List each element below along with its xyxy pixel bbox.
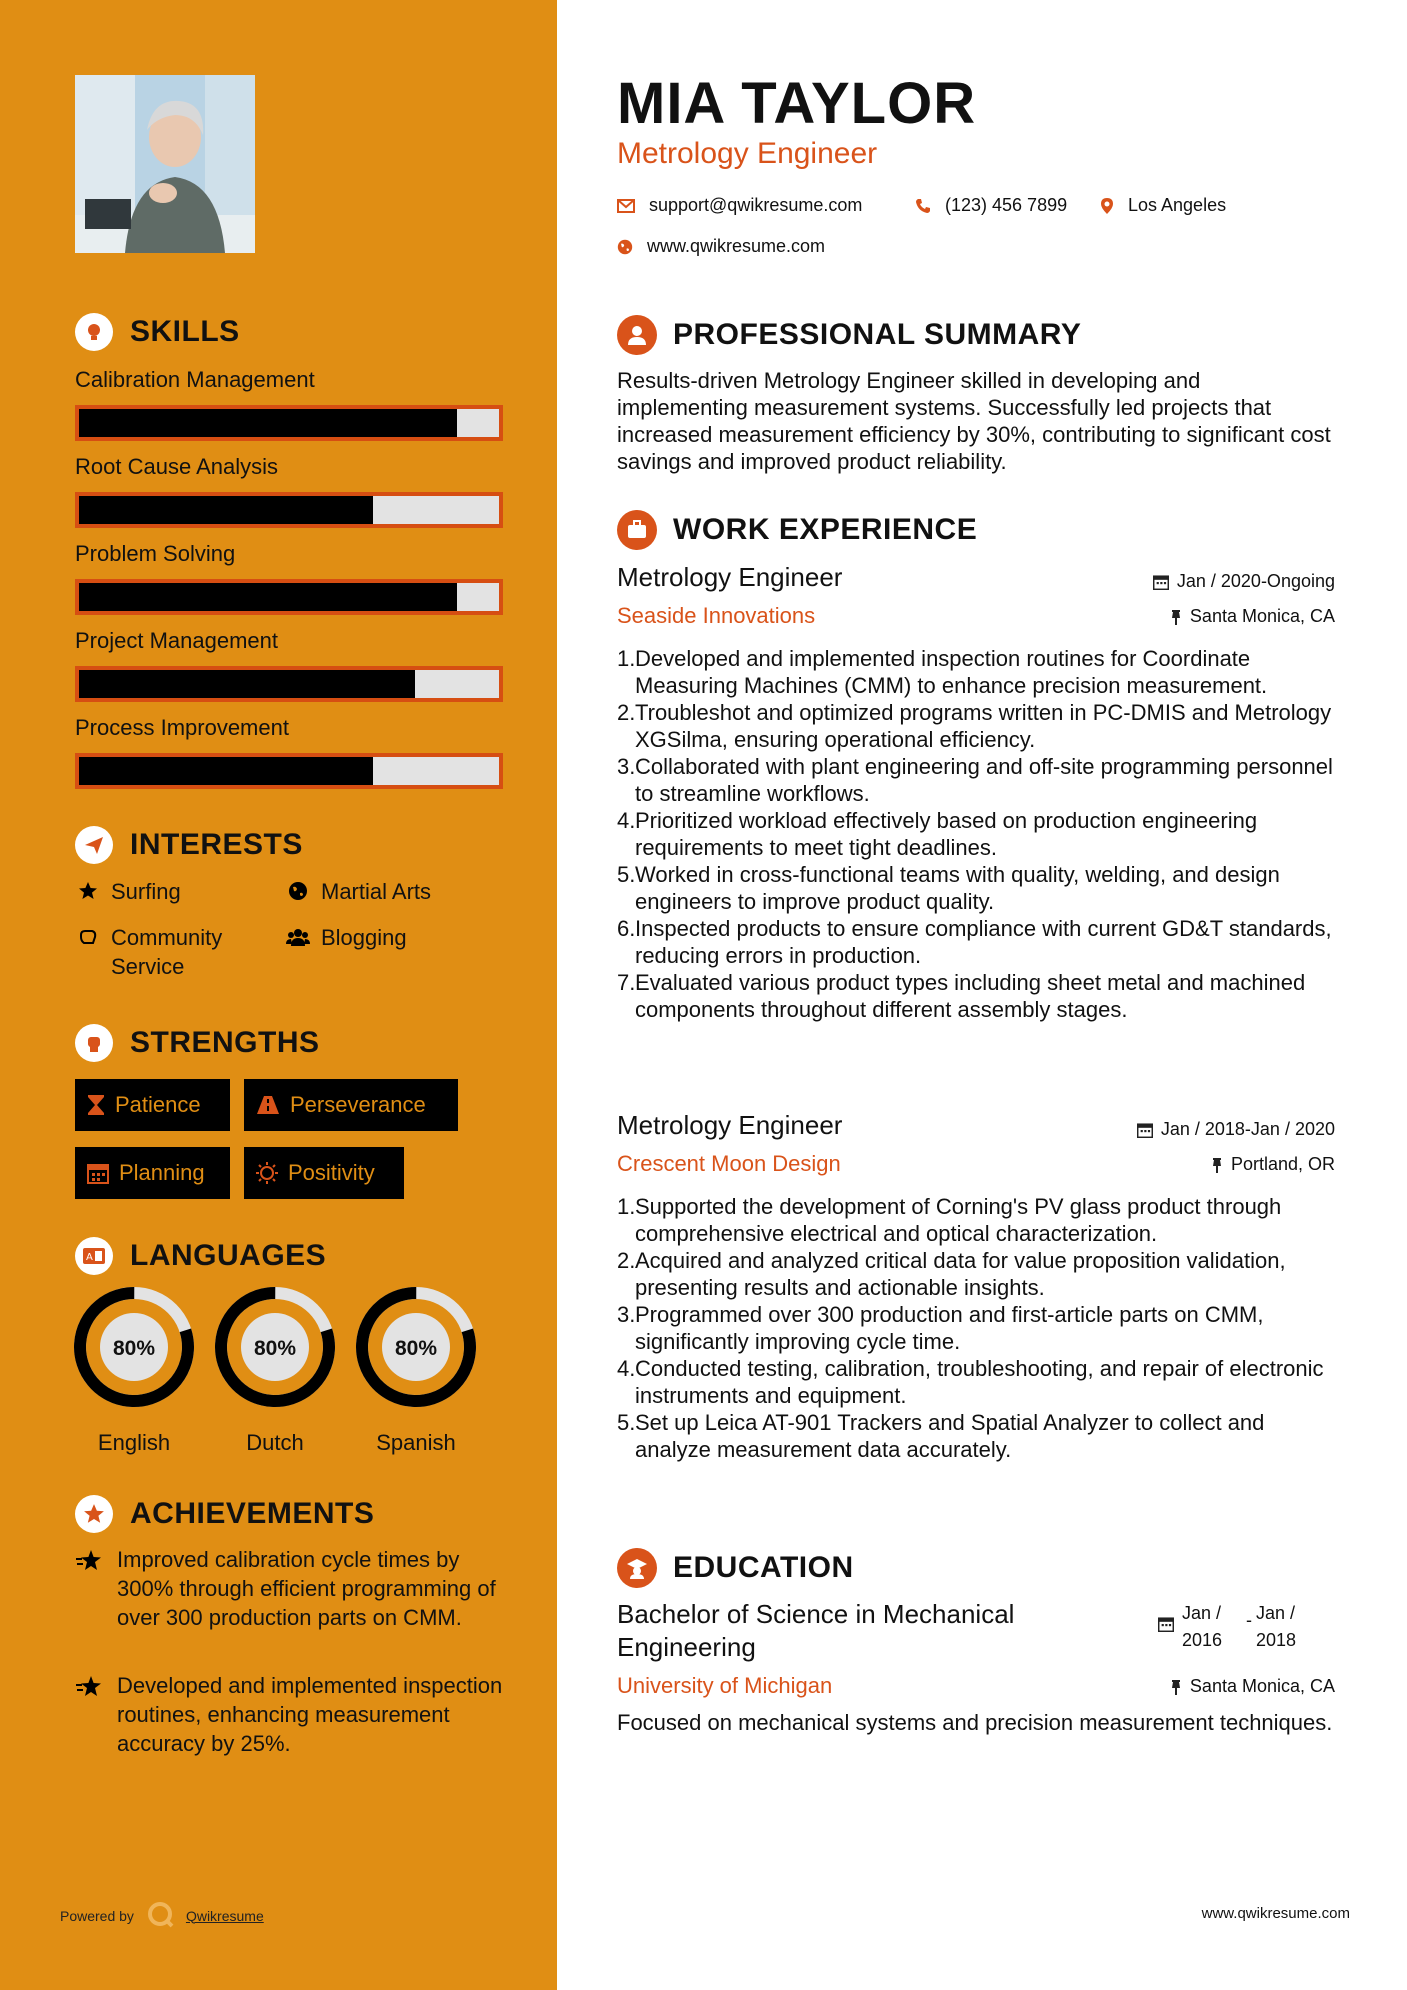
- language-item: [213, 1285, 337, 1456]
- language-name: Dutch: [246, 1430, 304, 1455]
- road-icon: [256, 1095, 280, 1115]
- user-icon: [617, 315, 657, 355]
- skill-item: [75, 539, 503, 615]
- interest-item: [75, 877, 181, 906]
- star-badge-icon: [75, 1495, 113, 1533]
- job-bullet: 4. Prioritized workload effectively based on production engineering requirements to meet tight deadlines.: [617, 808, 1258, 860]
- date-separator: -: [1246, 1610, 1252, 1630]
- strength-label: Positivity: [288, 1160, 375, 1185]
- strength-tag: [75, 1147, 230, 1199]
- candidate-title: Metrology Engineer: [617, 137, 878, 170]
- location-text: Los Angeles: [1128, 195, 1227, 215]
- education-title: EDUCATION: [673, 1551, 854, 1584]
- job-company: Crescent Moon Design: [617, 1151, 841, 1176]
- skill-item: [75, 365, 503, 441]
- star-icon: [75, 1671, 105, 1704]
- language-percent: 80%: [253, 1337, 297, 1360]
- map-pin-icon: [1100, 197, 1114, 215]
- sidebar: [0, 0, 557, 1990]
- interest-item: [285, 877, 431, 906]
- strengths-title: STRENGTHS: [130, 1026, 320, 1059]
- summary-text: Results-driven Metrology Engineer skilled in developing and implementing measurement systems. Successfully led projects that increased measurement efficiency by 30%, contributing to significant cost savings and improved product reliability.: [617, 368, 1331, 474]
- job-bullet: 7. Evaluated various product types including sheet metal and machined components throughout different assembly stages.: [617, 970, 1306, 1022]
- education-description: Focused on mechanical systems and precision measurement techniques.: [617, 1710, 1333, 1735]
- job-company: Seaside Innovations: [617, 603, 816, 628]
- skill-bar-fill: [79, 757, 373, 785]
- language-ring: [72, 1285, 196, 1409]
- language-percent: 80%: [112, 1337, 156, 1360]
- phone-icon: [915, 198, 931, 214]
- fist-icon: [75, 1024, 113, 1062]
- graduate-icon: [617, 1548, 657, 1588]
- achievement-text: Developed and implemented inspection routines, enhancing measurement accuracy by 25%.: [117, 1673, 503, 1756]
- job-bullet: 3. Programmed over 300 production and first-article parts on CMM, significantly improving cycle time.: [617, 1302, 1264, 1354]
- calendar-icon: [1137, 1122, 1153, 1138]
- education-start: Jan / 2016: [1182, 1603, 1223, 1650]
- qwikresume-link[interactable]: Qwikresume: [185, 1907, 264, 1924]
- paper-plane-icon: [75, 826, 113, 864]
- contact-location: [1100, 195, 1226, 216]
- strength-tag: [244, 1079, 458, 1131]
- skill-label: Calibration Management: [75, 367, 315, 392]
- envelope-icon: [617, 199, 635, 213]
- job-bullet: 5. Set up Leica AT-901 Trackers and Spatial Analyzer to collect and analyze measurement data accurately.: [617, 1410, 1265, 1462]
- language-ring: [354, 1285, 478, 1409]
- job-dates: [1137, 1119, 1335, 1140]
- interest-label: Community Service: [111, 925, 223, 979]
- skill-bar: [75, 753, 503, 789]
- calendar-icon: [1153, 574, 1169, 590]
- skill-label: Root Cause Analysis: [75, 454, 278, 479]
- language-name: English: [97, 1430, 171, 1455]
- languages-title: LANGUAGES: [130, 1239, 327, 1272]
- users-icon: [285, 923, 311, 947]
- hand-icon: [75, 923, 101, 947]
- interest-label: Martial Arts: [321, 879, 432, 904]
- job-location-text: Portland, OR: [1230, 1154, 1335, 1174]
- skill-bar: [75, 405, 503, 441]
- interest-item: [285, 923, 407, 952]
- strength-tag: [244, 1147, 404, 1199]
- job-dates: [1153, 571, 1335, 592]
- achievement-item: [75, 1545, 515, 1632]
- job-dates-text: Jan / 2018-Jan / 2020: [1160, 1119, 1335, 1139]
- job-bullet: 1. Developed and implemented inspection routines for Coordinate Measuring Machines (CMM) to enhance precision measurement.: [617, 646, 1268, 698]
- languages-header: [75, 1237, 326, 1275]
- summary-header: [617, 315, 1081, 355]
- star-icon: [75, 877, 101, 901]
- language-item: [354, 1285, 478, 1456]
- degree: Bachelor of Science in Mechanical Engineering: [617, 1599, 1015, 1662]
- skill-label: Process Improvement: [75, 715, 289, 740]
- job-bullet: 2. Troubleshot and optimized programs written in PC-DMIS and Metrology XGSilma, ensuring operational efficiency.: [617, 700, 1332, 752]
- strength-tag: [75, 1079, 230, 1131]
- contact-email[interactable]: [617, 195, 862, 216]
- strength-label: Perseverance: [290, 1092, 426, 1117]
- achievements-title: ACHIEVEMENTS: [130, 1497, 375, 1530]
- job-dates-text: Jan / 2020-Ongoing: [1176, 571, 1335, 591]
- school: University of Michigan: [617, 1673, 833, 1698]
- job-location: [1211, 1154, 1335, 1175]
- interest-item: [75, 923, 265, 981]
- svg-text:A: A: [86, 1252, 93, 1263]
- skill-bar-fill: [79, 496, 373, 524]
- interests-header: [75, 826, 303, 864]
- education-header: [617, 1548, 854, 1588]
- website-text: www.qwikresume.com: [647, 236, 826, 256]
- education-dates: [1158, 1600, 1316, 1654]
- strength-label: Planning: [119, 1160, 205, 1185]
- skill-bar: [75, 492, 503, 528]
- job-bullet: 5. Worked in cross-functional teams with quality, welding, and design engineers to improve product quality.: [617, 862, 1280, 914]
- experience-title: WORK EXPERIENCE: [673, 513, 978, 546]
- calendar-icon: [1158, 1600, 1174, 1632]
- skill-bar: [75, 666, 503, 702]
- qwikresume-logo-icon: [146, 1900, 174, 1931]
- contact-website[interactable]: [617, 236, 825, 257]
- achievement-text: Improved calibration cycle times by 300% through efficient programming of over 300 production parts on CMM.: [117, 1547, 496, 1630]
- interest-label: Blogging: [321, 925, 407, 950]
- pushpin-icon: [1211, 1157, 1223, 1173]
- job-location-text: Santa Monica, CA: [1189, 606, 1335, 626]
- candidate-name: MIA TAYLOR: [617, 71, 977, 136]
- job-bullets: [617, 1193, 1337, 1463]
- skill-item: [75, 452, 503, 528]
- calendar-icon: [87, 1162, 109, 1184]
- lightbulb-icon: [75, 313, 113, 351]
- strengths-header: [75, 1024, 320, 1062]
- language-item: [72, 1285, 196, 1456]
- phone-text: (123) 456 7899: [945, 195, 1068, 215]
- profile-photo: [75, 75, 255, 253]
- language-name: Spanish: [376, 1430, 456, 1455]
- strength-label: Patience: [115, 1092, 201, 1117]
- star-icon: [75, 1545, 105, 1578]
- globe-icon: [617, 239, 633, 255]
- interests-title: INTERESTS: [130, 828, 303, 861]
- language-percent: 80%: [394, 1337, 438, 1360]
- skill-item: [75, 626, 503, 702]
- job-bullet: 4. Conducted testing, calibration, troubleshooting, and repair of electronic instruments and equipment.: [617, 1356, 1324, 1408]
- pushpin-icon: [1170, 609, 1182, 625]
- language-icon: [75, 1237, 113, 1275]
- language-ring: [213, 1285, 337, 1409]
- experience-header: [617, 510, 977, 550]
- powered-by: [60, 1900, 264, 1931]
- job-bullets: [617, 645, 1337, 1023]
- achievements-header: [75, 1495, 374, 1533]
- skill-bar-fill: [79, 409, 457, 437]
- education-end: Jan / 2018: [1256, 1603, 1297, 1650]
- summary-title: PROFESSIONAL SUMMARY: [673, 318, 1082, 351]
- pushpin-icon: [1170, 1679, 1182, 1695]
- footer-url[interactable]: www.qwikresume.com: [1201, 1905, 1350, 1922]
- skill-label: Problem Solving: [75, 541, 236, 566]
- skill-bar-fill: [79, 583, 457, 611]
- contact-phone[interactable]: [915, 195, 1067, 216]
- skill-item: [75, 713, 503, 789]
- briefcase-icon: [617, 510, 657, 550]
- powered-by-label: Powered by: [60, 1907, 134, 1924]
- sun-icon: [256, 1162, 278, 1184]
- education-location: [1170, 1676, 1335, 1697]
- job-location: [1170, 606, 1335, 627]
- hourglass-icon: [87, 1094, 105, 1116]
- job-bullet: 3. Collaborated with plant engineering and off-site programming personnel to streamline workflows.: [617, 754, 1333, 806]
- skill-label: Project Management: [75, 628, 278, 653]
- globe-icon: [285, 877, 311, 901]
- skills-header: [75, 313, 240, 351]
- job-role: Metrology Engineer: [617, 562, 843, 592]
- job-bullet: 2. Acquired and analyzed critical data for value proposition validation, presenting results and actionable insights.: [617, 1248, 1286, 1300]
- skill-bar: [75, 579, 503, 615]
- achievement-item: [75, 1671, 515, 1758]
- job-bullet: 6. Inspected products to ensure compliance with current GD&T standards, reducing errors in production.: [617, 916, 1332, 968]
- job-role: Metrology Engineer: [617, 1110, 843, 1140]
- skills-title: SKILLS: [130, 315, 240, 348]
- job-bullet: 1. Supported the development of Corning's PV glass product through comprehensive electrical and optical characterization.: [617, 1194, 1282, 1246]
- interest-label: Surfing: [111, 879, 181, 904]
- education-location-text: Santa Monica, CA: [1189, 1676, 1335, 1696]
- skill-bar-fill: [79, 670, 415, 698]
- email-text: support@qwikresume.com: [649, 195, 863, 215]
